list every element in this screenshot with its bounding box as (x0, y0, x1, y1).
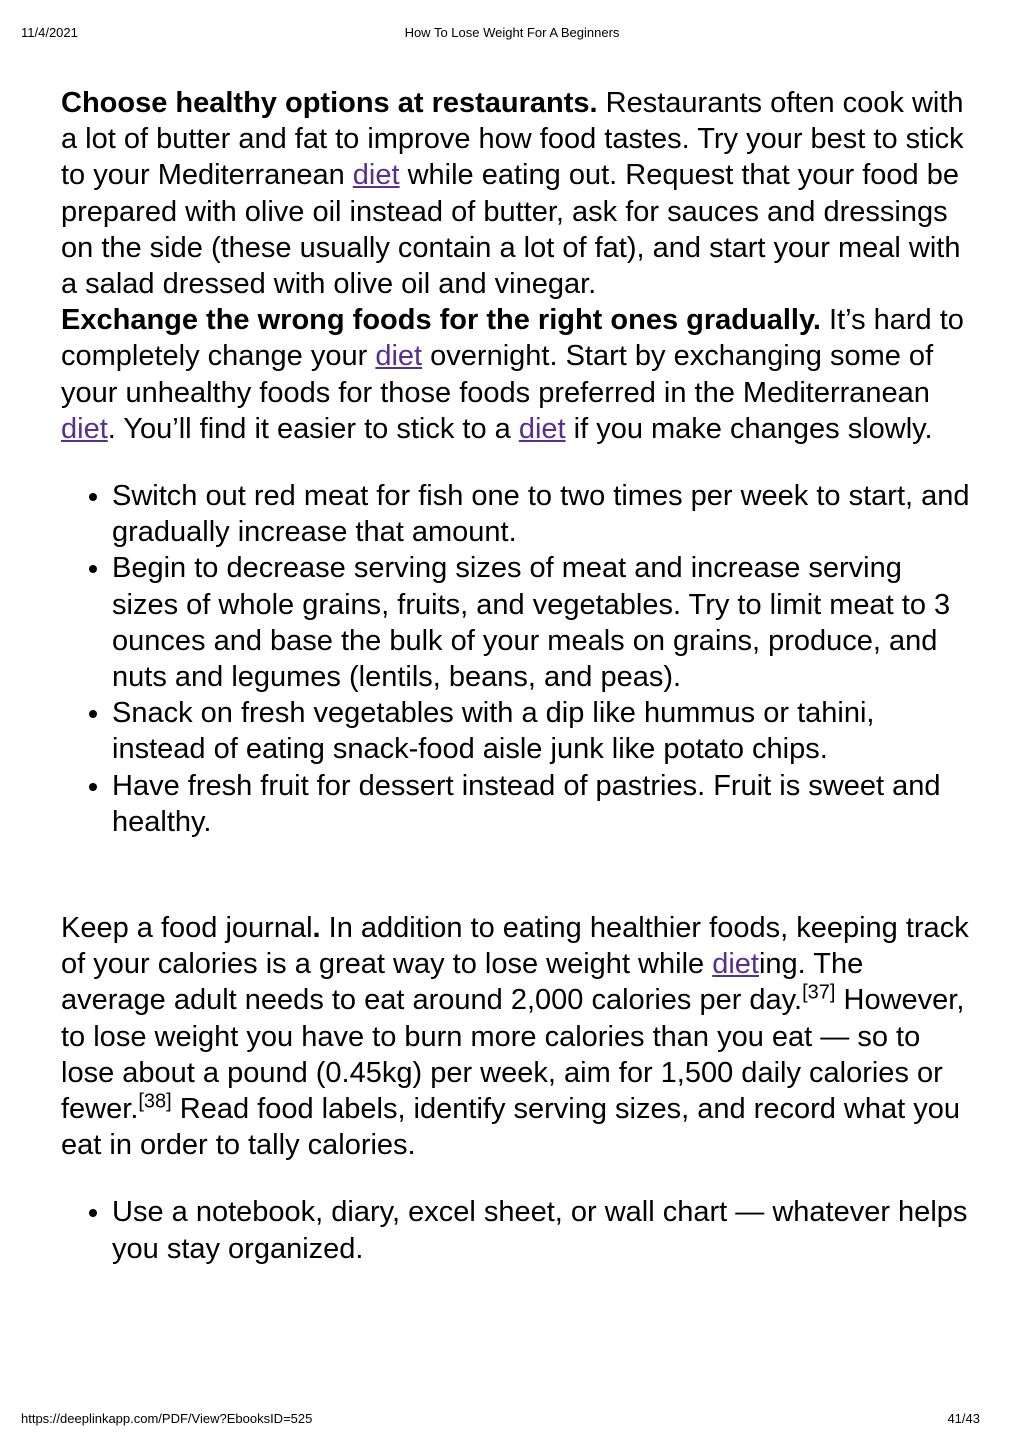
paragraph-heading: Choose healthy options at restaurants. (61, 87, 598, 119)
list-item: • Begin to decrease serving sizes of meat and increase serving sizes of whole grains, fruits, and vegetables. Try to limit meat to 3 ounces and base the bulk of your meals on grains, produce, and nuts and legumes (lentils, beans, and peas). (112, 550, 971, 695)
diet-link[interactable]: diet (712, 948, 759, 981)
list-item: • Have fresh fruit for dessert instead of pastries. Fruit is sweet and healthy. (112, 768, 971, 840)
diet-link[interactable]: diet (518, 412, 566, 445)
citation-37[interactable]: [37] (802, 981, 836, 1004)
journal-tips-list (61, 1194, 971, 1266)
diet-link[interactable]: diet (61, 412, 108, 445)
paragraph-exchange-foods: Exchange the wrong foods for the right ones gradually. It’s hard to completely change your diet overnight. Start by exchanging some of your unhealthy foods for those foods preferred in the Mediterranean diet. You’ll find it easier to stick to a diet if you make changes slowly. (61, 304, 964, 445)
list-item: • Snack on fresh vegetables with a dip like hummus or tahini, instead of eating snack-food aisle junk like potato chips. (112, 695, 971, 767)
print-date: 11/4/2021 (21, 25, 78, 40)
diet-link[interactable]: diet (375, 340, 423, 373)
article-body (61, 85, 971, 1267)
source-url: https://deeplinkapp.com/PDF/View?EbooksID=525 (21, 1411, 313, 1426)
page-number: 41/43 (947, 1411, 980, 1426)
paragraph-restaurants: Choose healthy options at restaurants. Restaurants often cook with a lot of butter and fat to improve how food tastes. Try your best to stick to your Mediterranean diet while eating out. Request that your food be prepared with olive oil instead of butter, ask for sauces and dressings on the side (these usually contain a lot of fat), and start your meal with a salad dressed with olive oil and vinegar. (61, 87, 964, 301)
list-item: • Switch out red meat for fish one to two times per week to start, and gradually increase that amount. (112, 478, 971, 550)
citation-38[interactable]: [38] (138, 1090, 172, 1113)
paragraph-heading: Exchange the wrong foods for the right ones gradually. (61, 304, 821, 337)
list-item: • Use a notebook, diary, excel sheet, or wall chart — whatever helps you stay organized. (112, 1194, 971, 1266)
document-title: How To Lose Weight For A Beginners (404, 25, 620, 40)
diet-link[interactable]: diet (352, 159, 400, 192)
exchange-tips-list (61, 478, 971, 840)
paragraph-food-journal: Keep a food journal. In addition to eating healthier foods, keeping track of your calories is a great way to lose weight while dieting. The average adult needs to eat around 2,000 calories per day.[37] However, to lose weight you have to burn more calories than you eat — so to lose about a pound (0.45kg) per week, aim for 1,500 daily calories or fewer.[38] Read food labels, identify serving sizes, and record what you eat in order to tally calories. (61, 912, 969, 1162)
